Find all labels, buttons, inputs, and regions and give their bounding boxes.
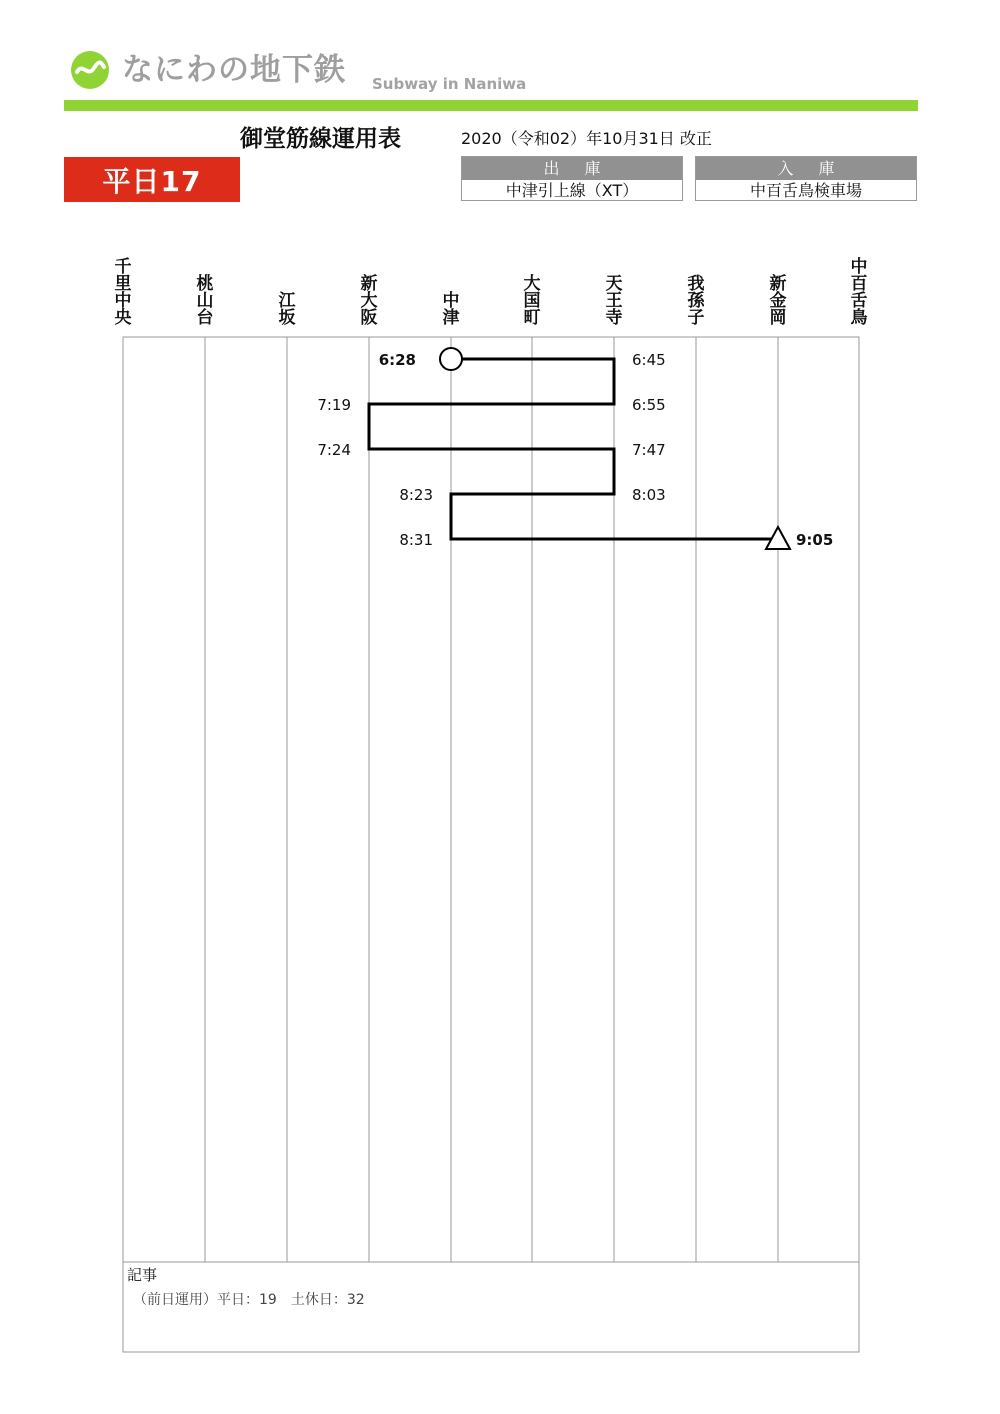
schedule-badge: 平日17	[64, 157, 240, 202]
departure-time: 8:31	[399, 531, 433, 549]
depart-value: 中津引上線（XT）	[505, 181, 639, 200]
departure-time: 8:03	[632, 486, 666, 504]
arrival-time: 8:23	[399, 486, 433, 504]
circle-icon	[440, 348, 462, 370]
station-header: 我 孫 子	[687, 274, 705, 328]
table-frame	[123, 337, 859, 1352]
revision-date: 2020（令和02）年10月31日 改正	[461, 129, 712, 148]
arrive-heading: 入 庫	[696, 157, 916, 180]
station-header: 中 津	[442, 291, 460, 328]
page-title: 御堂筋線運用表	[240, 126, 401, 152]
arrival-time: 9:05	[796, 531, 834, 549]
station-header: 千 里 中 央	[114, 257, 132, 328]
notes-text: （前日運用）平日：19 土休日：32	[133, 1292, 365, 1308]
station-header: 桃 山 台	[196, 274, 214, 328]
arrival-time: 6:45	[632, 351, 666, 369]
departure-time: 7:24	[317, 441, 351, 459]
logo-subtitle: Subway in Naniwa	[372, 75, 527, 93]
train-route-line	[369, 359, 778, 539]
station-header: 江 坂	[278, 291, 296, 328]
departure-time: 6:28	[378, 351, 416, 369]
departure-time: 6:55	[632, 396, 666, 414]
station-header: 中 百 舌 鳥	[850, 257, 868, 328]
station-header: 天 王 寺	[605, 274, 623, 328]
notes-label: 記事	[127, 1266, 158, 1284]
station-header: 新 金 岡	[769, 274, 787, 328]
station-header: 新 大 阪	[360, 274, 378, 328]
station-header: 大 国 町	[523, 274, 541, 328]
depart-heading: 出 庫	[462, 157, 682, 180]
arrive-value: 中百舌鳥検車場	[749, 181, 862, 200]
arrival-time: 7:47	[632, 441, 666, 459]
arrival-time: 7:19	[317, 396, 351, 414]
logo-name: なにわの地下鉄	[122, 52, 346, 88]
